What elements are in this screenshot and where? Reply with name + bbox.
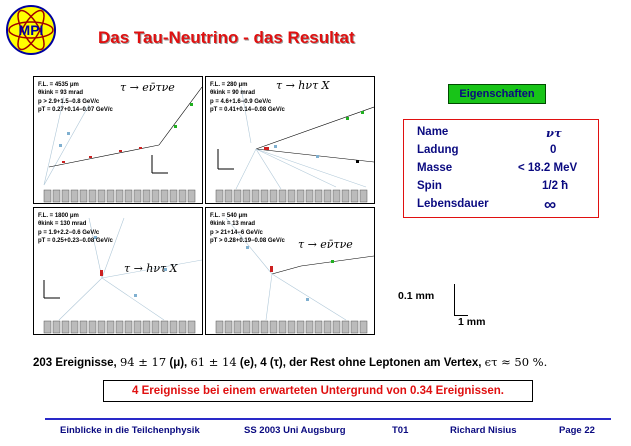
decay-label-1: τ → eν̄τνe <box>120 81 175 94</box>
footer-code: T01 <box>392 425 409 436</box>
eigenschaften-badge: Eigenschaften <box>448 84 546 104</box>
scale-indicator <box>398 280 498 330</box>
event-info-2: F.L. = 280 μm θkink = 90 mrad p = 4.6+1.6−0.9 GeV/c pT = 0.41+0.14−0.08 GeV/c <box>210 82 285 113</box>
event-info-1: F.L. = 4535 μm θkink = 93 mrad p > 2.9+1.5−0.8 GeV/c pT = 0.27+0.14−0.07 GeV/c <box>38 82 113 113</box>
footer-term: SS 2003 Uni Augsburg <box>244 425 346 436</box>
footer-author: Richard Nisius <box>450 425 517 436</box>
event-info-3: F.L. = 1800 μm θkink = 130 mrad p = 1.9+2.2−0.6 GeV/c pT = 0.25+0.23−0.08 GeV/c <box>38 213 113 244</box>
property-label-lebensdauer: Lebensdauer <box>417 198 489 210</box>
summary-line: 203 Ereignisse, 94 ± 17 (μ), 61 ± 14 (e), 4 (τ), der Rest ohne Leptonen am Vertex, ϵτ ≈ 50 %. <box>33 355 548 369</box>
event-panel-3 <box>33 207 203 335</box>
footer-divider <box>45 418 611 420</box>
event-panel-2 <box>205 76 375 204</box>
properties-box <box>403 119 599 218</box>
decay-label-3: τ → hντ X <box>124 262 178 275</box>
event-panel-4 <box>205 207 375 335</box>
background-note: 4 Ereignisse bei einem erwarteten Untergrund von 0.34 Ereignissen. <box>103 380 533 402</box>
event-panel-1 <box>33 76 203 204</box>
footer-page: Page 22 <box>559 425 595 436</box>
property-label-name: Name <box>417 126 449 138</box>
svg-text:MPI: MPI <box>18 22 44 38</box>
event-info-4: F.L. = 540 μm θkink = 13 mrad p > 21+14−6 GeV/c pT > 0.28+0.19−0.08 GeV/c <box>210 213 285 244</box>
property-label-masse: Masse <box>417 162 453 174</box>
property-value-ladung: 0 <box>550 144 557 156</box>
mpi-logo <box>5 4 57 56</box>
decay-label-2: τ → hντ X <box>276 79 330 92</box>
property-value-name: ντ <box>546 126 562 140</box>
scale-horizontal-label: 1 mm <box>458 316 486 328</box>
scale-vertical-label: 0.1 mm <box>398 290 435 302</box>
scale-vertical-bar <box>454 284 455 316</box>
property-label-ladung: Ladung <box>417 144 459 156</box>
footer-course: Einblicke in die Teilchenphysik <box>60 425 200 436</box>
property-value-spin: 1/2 ħ <box>542 180 569 192</box>
page-title: Das Tau-Neutrino - das Resultat <box>98 28 355 47</box>
property-value-lebensdauer: ∞ <box>544 195 557 214</box>
property-label-spin: Spin <box>417 180 442 192</box>
decay-label-4: τ → eν̄τνe <box>298 238 353 251</box>
property-value-masse: < 18.2 MeV <box>518 162 578 174</box>
